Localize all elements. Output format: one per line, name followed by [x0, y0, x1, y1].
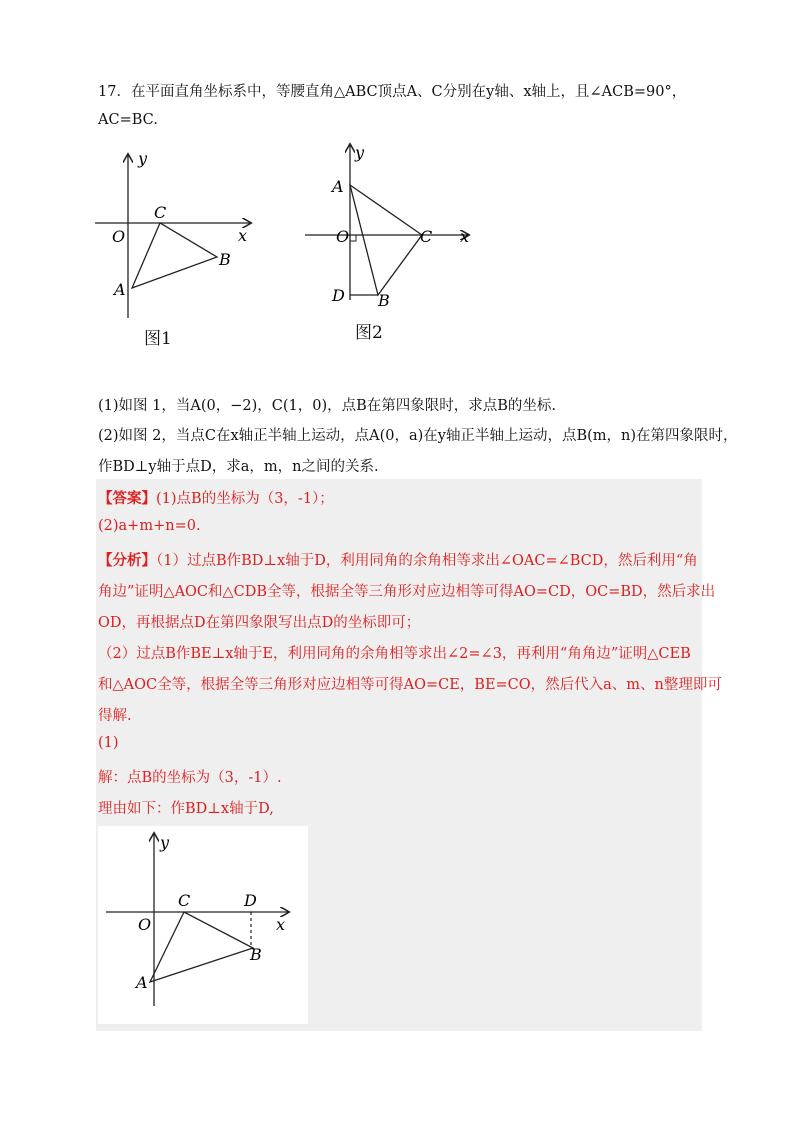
question-2-line-2: 作BD⊥y轴于点D，求a，m，n之间的关系. [98, 459, 379, 475]
figure-1 [92, 150, 262, 325]
figure-3 [98, 826, 308, 1024]
analysis-line-3: OD，再根据点D在第四象限写出点D的坐标即可； [98, 615, 421, 631]
figure-1-caption: 图1 [144, 329, 172, 349]
analysis-line-2: 角边”证明△AOC和△CDB全等，根据全等三角形对应边相等可得AO=CD，OC=BD，然后求出 [98, 584, 716, 600]
fig2-label-x: x [460, 227, 470, 246]
answer-part-2: (2)a+m+n=0. [98, 518, 201, 534]
figure-2-caption: 图2 [355, 323, 383, 343]
analysis-line-6: 得解. [98, 708, 132, 724]
fig1-triangle [132, 223, 217, 288]
answer-line-1 [98, 487, 334, 508]
answer-part-1: (1)点B的坐标为（3，-1）； [156, 491, 334, 507]
solution-line-1: 解：点B的坐标为（3，-1）. [98, 770, 282, 786]
fig2-label-y: y [355, 143, 365, 162]
analysis-line-4: （2）过点B作BE⊥x轴于E，利用同角的余角相等求出∠2=∠3，再利用“角角边”证明△CEB [98, 646, 691, 662]
fig1-label-y: y [138, 150, 148, 168]
analysis-tag: 【分析】 [98, 552, 156, 569]
fig1-label-c: C [154, 203, 167, 222]
fig3-label-o: O [138, 915, 152, 934]
fig2-right-angle-mark [350, 235, 356, 241]
fig1-label-b: B [219, 250, 231, 269]
problem-line-1: 17．在平面直角坐标系中，等腰直角△ABC顶点A、C分别在y轴、x轴上，且∠ACB=90°， [98, 84, 687, 100]
fig3-label-y: y [160, 833, 170, 852]
question-2-line-1: (2)如图 2，当点C在x轴正半轴上运动，点A(0，a)在y轴正半轴上运动，点B(m，n)在第四象限时， [98, 428, 738, 444]
solution-part-label: (1) [98, 735, 119, 751]
problem-line-2: AC=BC. [98, 112, 158, 128]
fig2-label-a: A [332, 177, 344, 196]
fig1-label-o: O [112, 227, 126, 246]
analysis-line-5: 和△AOC全等，根据全等三角形对应边相等可得AO=CE，BE=CO，然后代入a、m、n整理即可 [98, 677, 722, 693]
solution-line-2: 理由如下：作BD⊥x轴于D, [98, 801, 274, 817]
fig2-triangle [350, 185, 422, 295]
fig2-label-o: O [336, 227, 350, 246]
fig1-label-a: A [114, 280, 126, 299]
fig2-label-d: D [332, 286, 345, 305]
fig2-label-b: B [378, 291, 390, 310]
fig3-triangle [150, 912, 253, 982]
analysis-line-1 [98, 549, 698, 570]
figure-2 [300, 140, 480, 320]
fig2-label-c: C [420, 227, 433, 246]
fig3-label-x: x [276, 915, 286, 934]
analysis-text-1: （1）过点B作BD⊥x轴于D，利用同角的余角相等求出∠OAC=∠BCD，然后利用“角 [156, 553, 698, 569]
fig3-label-b: B [250, 945, 262, 964]
fig3-label-d: D [244, 891, 257, 910]
fig1-label-x: x [238, 226, 248, 245]
answer-tag: 【答案】 [98, 490, 156, 507]
fig3-label-c: C [178, 891, 191, 910]
fig3-label-a: A [136, 973, 148, 992]
question-1: (1)如图 1，当A(0，−2)，C(1，0)，点B在第四象限时，求点B的坐标. [98, 398, 557, 414]
